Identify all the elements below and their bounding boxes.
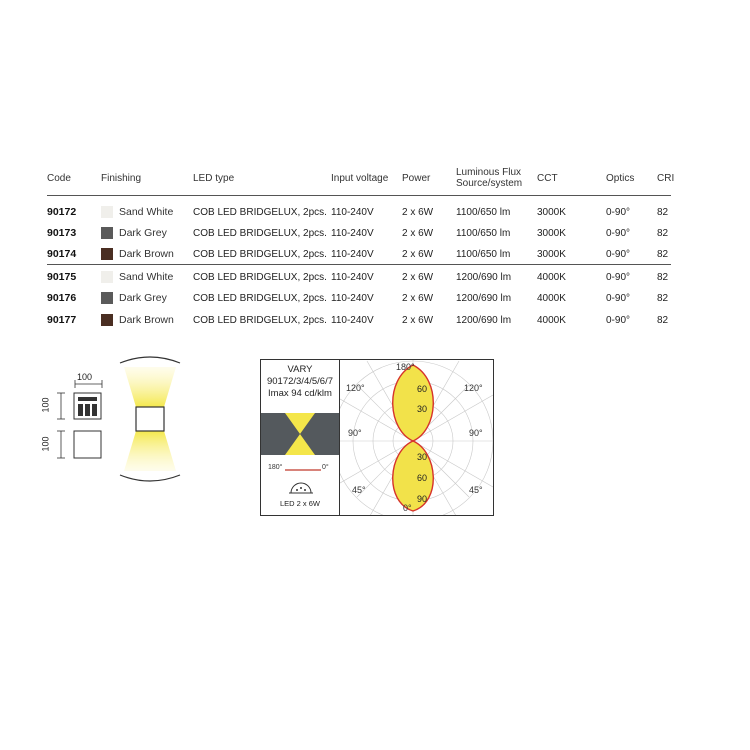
polar-label-45-right: 45°	[469, 485, 483, 495]
header-power: Power	[402, 173, 431, 184]
angle-right-label: 0°	[322, 464, 329, 471]
cell-voltage: 110-240V	[331, 293, 374, 304]
product-code: 90173	[47, 227, 77, 239]
cell-power: 2 x 6W	[402, 293, 434, 304]
cell-optics: 0-90°	[606, 207, 631, 218]
finish-swatch	[101, 206, 113, 218]
cell-cct: 4000K	[537, 272, 566, 283]
header-code: Code	[47, 173, 71, 184]
cell-led-type: COB LED BRIDGELUX, 2pcs.	[193, 293, 327, 304]
finishing-label: Dark Grey	[119, 227, 167, 239]
radial-label-90-bottom: 90	[417, 494, 428, 504]
header-divider	[47, 195, 671, 196]
cell-led-type: COB LED BRIDGELUX, 2pcs.	[193, 207, 327, 218]
led-dome-icon	[288, 480, 314, 496]
cell-cri: 82	[657, 293, 669, 304]
polar-label-120-right: 120°	[464, 383, 483, 393]
finishing-label: Dark Brown	[119, 248, 174, 260]
group-divider	[47, 264, 671, 265]
polar-label-45-left: 45°	[352, 485, 366, 495]
cell-cri: 82	[657, 315, 669, 326]
finish-swatch	[101, 292, 113, 304]
angle-scale	[283, 468, 323, 472]
header-finishing: Finishing	[101, 173, 142, 184]
header-led-type: LED type	[193, 173, 235, 184]
cell-optics: 0-90°	[606, 315, 631, 326]
cell-cri: 82	[657, 207, 669, 218]
polar-label-120-left: 120°	[346, 383, 365, 393]
dim-width-label: 100	[77, 372, 93, 382]
finishing-label: Sand White	[119, 206, 174, 218]
product-code: 90172	[47, 206, 77, 218]
cell-voltage: 110-240V	[331, 207, 374, 218]
cell-cct: 4000K	[537, 315, 566, 326]
polar-label-90-left: 90°	[348, 428, 362, 438]
dim-height-top-label: 100	[40, 397, 51, 413]
finishing-label: Sand White	[119, 271, 174, 283]
radial-label-30-top: 30	[417, 404, 428, 414]
cell-voltage: 110-240V	[331, 249, 374, 260]
header-optics: Optics	[606, 173, 635, 184]
header-luminous-flux: Luminous Flux	[456, 167, 522, 178]
cell-power: 2 x 6W	[402, 207, 434, 218]
header-luminous-flux-sub: Source/system	[456, 178, 523, 189]
header-input-voltage: Input voltage	[331, 173, 389, 184]
lamp-light-illustration	[112, 355, 187, 485]
cell-cct: 4000K	[537, 293, 566, 304]
photometric-panel	[260, 359, 494, 516]
photometric-info	[261, 360, 340, 515]
cell-flux: 1100/650 lm	[456, 228, 511, 239]
cell-optics: 0-90°	[606, 272, 631, 283]
finishing-label: Dark Brown	[119, 314, 174, 326]
cell-cri: 82	[657, 249, 669, 260]
cell-led-type: COB LED BRIDGELUX, 2pcs.	[193, 228, 327, 239]
radial-label-60-top: 60	[417, 384, 428, 394]
radial-label-30-bottom: 30	[417, 452, 428, 462]
polar-label-0: 0°	[403, 503, 412, 513]
cell-cct: 3000K	[537, 249, 566, 260]
product-code: 90175	[47, 271, 77, 283]
cell-cct: 3000K	[537, 207, 566, 218]
header-cri: CRI	[657, 173, 675, 184]
cell-voltage: 110-240V	[331, 272, 374, 283]
cell-led-type: COB LED BRIDGELUX, 2pcs.	[193, 272, 327, 283]
cell-voltage: 110-240V	[331, 228, 374, 239]
cell-flux: 1200/690 lm	[456, 293, 512, 304]
cell-optics: 0-90°	[606, 249, 631, 260]
radial-label-60-bottom: 60	[417, 473, 428, 483]
cell-optics: 0-90°	[606, 228, 631, 239]
light-distribution-icon	[261, 413, 339, 455]
polar-label-180: 180°	[396, 362, 415, 372]
cell-led-type: COB LED BRIDGELUX, 2pcs.	[193, 249, 327, 260]
finish-swatch	[101, 271, 113, 283]
finishing-label: Dark Grey	[119, 292, 167, 304]
imax-value: Imax 94 cd/klm	[268, 388, 332, 399]
cell-flux: 1100/650 lm	[456, 207, 511, 218]
cell-optics: 0-90°	[606, 293, 631, 304]
cell-cct: 3000K	[537, 228, 566, 239]
cell-power: 2 x 6W	[402, 249, 434, 260]
cell-flux: 1100/650 lm	[456, 249, 511, 260]
cell-power: 2 x 6W	[402, 272, 434, 283]
cell-power: 2 x 6W	[402, 228, 434, 239]
cell-flux: 1200/690 lm	[456, 272, 512, 283]
product-codes: 90172/3/4/5/6/7	[266, 376, 334, 387]
cell-led-type: COB LED BRIDGELUX, 2pcs.	[193, 315, 327, 326]
polar-diagram	[340, 360, 493, 515]
dim-height-bottom-label: 100	[40, 436, 51, 452]
header-cct: CCT	[537, 173, 558, 184]
cell-flux: 1200/690 lm	[456, 315, 512, 326]
cell-power: 2 x 6W	[402, 315, 434, 326]
finish-swatch	[101, 227, 113, 239]
product-code: 90177	[47, 314, 77, 326]
finish-swatch	[101, 248, 113, 260]
angle-left-label: 180°	[268, 464, 283, 471]
product-code: 90176	[47, 292, 77, 304]
finish-swatch	[101, 314, 113, 326]
cell-voltage: 110-240V	[331, 315, 374, 326]
cell-cri: 82	[657, 228, 669, 239]
product-code: 90174	[47, 248, 77, 260]
led-label: LED 2 x 6W	[279, 499, 320, 508]
cell-cri: 82	[657, 272, 669, 283]
product-name: VARY	[287, 364, 313, 375]
polar-label-90-right: 90°	[469, 428, 483, 438]
